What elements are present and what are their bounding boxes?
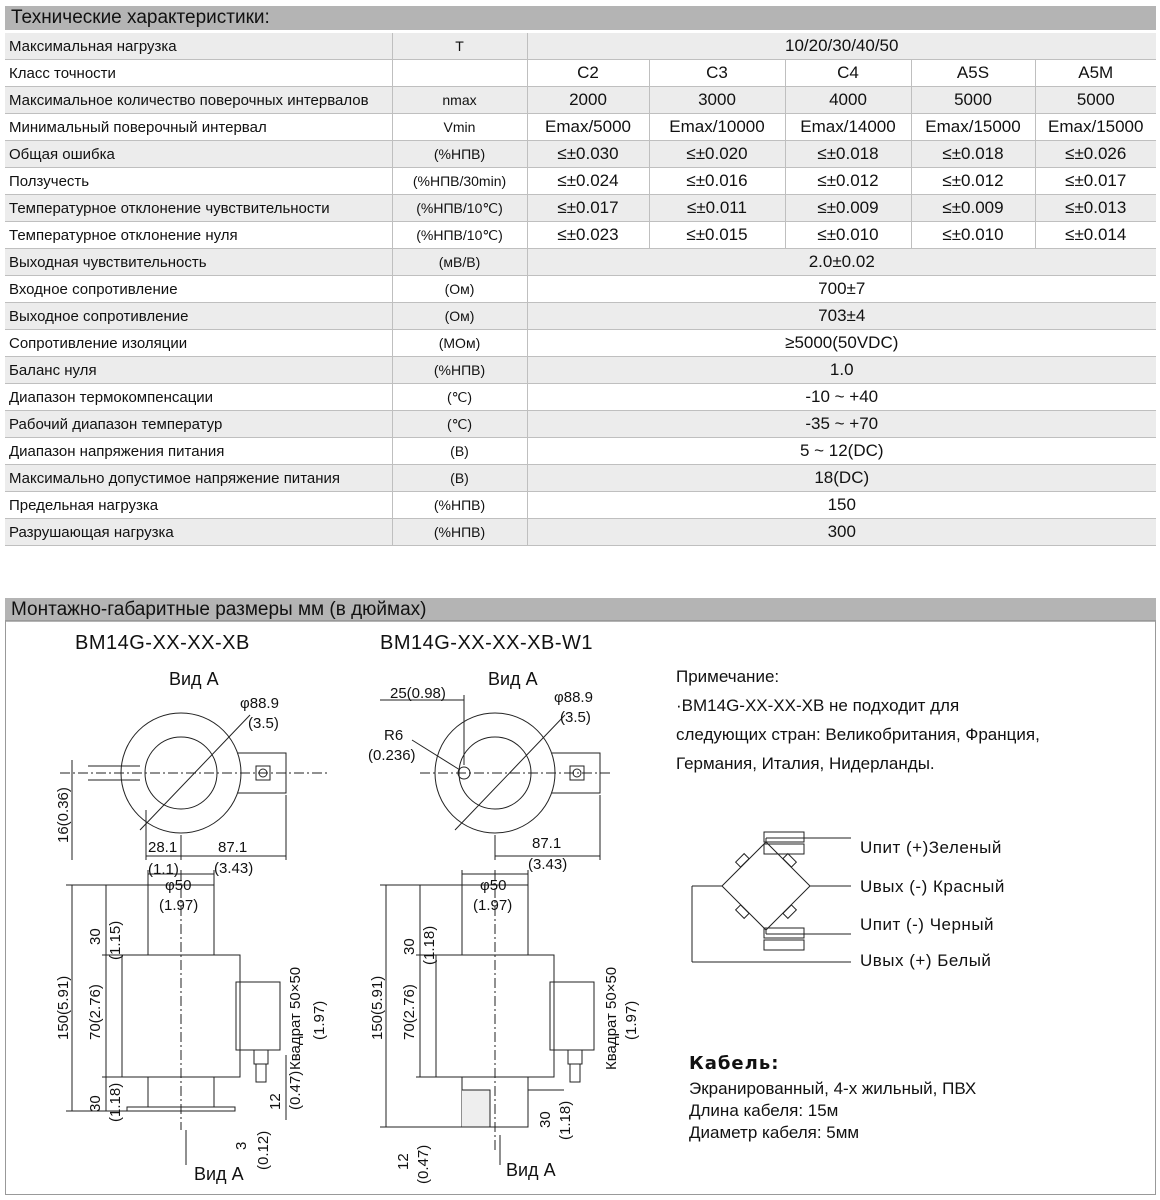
row-unit: (В) — [392, 438, 527, 465]
dim-h30-b-2: 30 — [537, 1111, 554, 1128]
dim-h30: 30 — [87, 928, 104, 945]
wiring-diagram — [686, 820, 856, 970]
specs-table — [5, 33, 1156, 546]
note-title: Примечание: — [676, 667, 780, 686]
view-a-bottom-label-2: Вид А — [506, 1160, 556, 1180]
dim-87: 87.1 — [218, 839, 248, 856]
table-row — [5, 195, 1156, 222]
row-name: Минимальный поверочный интервал — [5, 114, 392, 141]
row-unit: (мВ/В) — [392, 249, 527, 276]
row-value: ≤±0.009 — [911, 195, 1035, 222]
row-value: ≤±0.014 — [1035, 222, 1156, 249]
wire-label-green: Uпит (+)Зеленый — [860, 838, 1002, 857]
row-value: 10/20/30/40/50 — [527, 33, 1156, 60]
dim-d50: φ50 — [165, 877, 192, 894]
row-value: ≤±0.030 — [527, 141, 649, 168]
table-row — [5, 114, 1156, 141]
cable-line: Длина кабеля: 15м — [689, 1101, 839, 1120]
wire-label-black: Uпит (-) Черный — [860, 915, 995, 934]
row-value: ≤±0.009 — [785, 195, 911, 222]
dim-r6-in: (0.236) — [368, 747, 416, 764]
table-row — [5, 303, 1156, 330]
dim-d88-2: φ88.9 — [554, 689, 593, 706]
row-value: 150 — [527, 492, 1156, 519]
row-name: Предельная нагрузка — [5, 492, 392, 519]
row-value: ≤±0.018 — [911, 141, 1035, 168]
row-name: Сопротивление изоляции — [5, 330, 392, 357]
table-row — [5, 33, 1156, 60]
dim-d88-in: (3.5) — [248, 715, 279, 732]
row-value: 5000 — [1035, 87, 1156, 114]
table-row — [5, 87, 1156, 114]
note-line: следующих стран: Великобритания, Франция, — [676, 725, 1040, 744]
row-value: 2000 — [527, 87, 649, 114]
drawing-2-labels — [340, 660, 670, 1190]
row-value: 703±4 — [527, 303, 1156, 330]
row-value: Emax/14000 — [785, 114, 911, 141]
dim-h12-2: 12 — [395, 1153, 412, 1170]
dim-h70: 70(2.76) — [87, 984, 104, 1040]
note-line: ·BM14G-XX-XX-XB не подходит для — [676, 696, 960, 715]
row-name: Температурное отклонение чувствительности — [5, 195, 392, 222]
model-2-title: BM14G-XX-XX-XB-W1 — [380, 632, 593, 654]
row-name: Максимально допустимое напряжение питания — [5, 465, 392, 492]
wire-label-white: Uвых (+) Белый — [860, 951, 992, 970]
row-name: Разрушающая нагрузка — [5, 519, 392, 546]
row-unit — [392, 60, 527, 87]
row-unit: Т — [392, 33, 527, 60]
dim-h12-in-2: (0.47) — [415, 1144, 432, 1184]
row-name: Баланс нуля — [5, 357, 392, 384]
row-value: ≤±0.010 — [785, 222, 911, 249]
row-unit: (%НПВ) — [392, 141, 527, 168]
row-value: ≤±0.017 — [527, 195, 649, 222]
dim-h30-b-in-2: (1.18) — [557, 1100, 574, 1140]
dim-87-in-2: (3.43) — [528, 856, 568, 873]
row-value: 700±7 — [527, 276, 1156, 303]
row-value: ≤±0.020 — [649, 141, 785, 168]
row-unit: (%НПВ/30min) — [392, 168, 527, 195]
dim-sq-12: 12 — [267, 1093, 284, 1110]
row-unit: Vmin — [392, 114, 527, 141]
specs-section-title: Технические характеристики: — [5, 6, 1156, 30]
row-name: Температурное отклонение нуля — [5, 222, 392, 249]
row-unit: (%НПВ/10℃) — [392, 222, 527, 249]
dimensions-section-title: Монтажно-габаритные размеры мм (в дюймах) — [5, 598, 1156, 622]
dim-h30-in: (1.15) — [107, 920, 124, 960]
table-row — [5, 276, 1156, 303]
cable-line: Экранированный, 4-х жильный, ПВХ — [689, 1079, 977, 1098]
row-name: Диапазон термокомпенсации — [5, 384, 392, 411]
row-name: Выходное сопротивление — [5, 303, 392, 330]
row-value: 300 — [527, 519, 1156, 546]
row-value: 3000 — [649, 87, 785, 114]
cable-title: Кабель: — [689, 1053, 780, 1074]
table-row — [5, 60, 1156, 87]
model-1-title: BM14G-XX-XX-XB — [75, 632, 250, 654]
row-name: Рабочий диапазон температур — [5, 411, 392, 438]
row-value: ≤±0.024 — [527, 168, 649, 195]
dim-d88: φ88.9 — [240, 695, 279, 712]
row-value: ≤±0.010 — [911, 222, 1035, 249]
dim-d88-in-2: (3.5) — [560, 709, 591, 726]
dim-h3-in: (0.12) — [255, 1130, 272, 1170]
row-name: Диапазон напряжения питания — [5, 438, 392, 465]
wire-label-red: Uвых (-) Красный — [860, 877, 1005, 896]
dim-16: 16(0.36) — [55, 787, 72, 843]
row-unit: (℃) — [392, 384, 527, 411]
dim-d50-in-2: (1.97) — [473, 897, 513, 914]
view-a-label: Вид A — [169, 669, 219, 689]
row-value: Emax/15000 — [1035, 114, 1156, 141]
row-unit: (%НПВ) — [392, 492, 527, 519]
view-a-label-2: Вид A — [488, 669, 538, 689]
row-value: ≤±0.015 — [649, 222, 785, 249]
dim-sq-12-in: (0.47) — [287, 1070, 304, 1110]
table-row — [5, 492, 1156, 519]
table-row — [5, 222, 1156, 249]
dim-28-in: (1.1) — [148, 861, 179, 878]
dim-d50-2: φ50 — [480, 877, 507, 894]
row-value: ≤±0.016 — [649, 168, 785, 195]
row-value: ≤±0.011 — [649, 195, 785, 222]
row-unit: (В) — [392, 465, 527, 492]
row-value: C2 — [527, 60, 649, 87]
note-line: Германия, Италия, Нидерланды. — [676, 754, 935, 773]
row-value: ≤±0.023 — [527, 222, 649, 249]
dim-h30-2: 30 — [401, 938, 418, 955]
row-name: Максимальная нагрузка — [5, 33, 392, 60]
dim-87-2: 87.1 — [532, 835, 562, 852]
row-value: 5000 — [911, 87, 1035, 114]
dim-h150: 150(5.91) — [55, 975, 72, 1040]
row-unit: (%НПВ/10℃) — [392, 195, 527, 222]
note-block — [676, 662, 1040, 778]
row-unit: (℃) — [392, 411, 527, 438]
row-value: ≤±0.012 — [911, 168, 1035, 195]
row-value: 1.0 — [527, 357, 1156, 384]
row-value: 18(DC) — [527, 465, 1156, 492]
table-row — [5, 384, 1156, 411]
dim-square-in: (1.97) — [311, 1000, 328, 1040]
cable-block — [689, 1078, 976, 1144]
dim-square-2: Квадрат 50×50 — [603, 966, 620, 1070]
table-row — [5, 519, 1156, 546]
drawing-1-labels — [0, 660, 340, 1190]
row-unit: (Ом) — [392, 303, 527, 330]
row-unit: nmax — [392, 87, 527, 114]
view-a-bottom-label: Вид А — [194, 1164, 244, 1184]
table-row — [5, 465, 1156, 492]
table-row — [5, 330, 1156, 357]
row-name: Общая ошибка — [5, 141, 392, 168]
table-row — [5, 411, 1156, 438]
table-row — [5, 357, 1156, 384]
table-row — [5, 141, 1156, 168]
row-value: -10 ~ +40 — [527, 384, 1156, 411]
row-unit: (Ом) — [392, 276, 527, 303]
cable-line: Диаметр кабеля: 5мм — [689, 1123, 860, 1142]
dim-h30-b-in: (1.18) — [107, 1082, 124, 1122]
row-value: ≤±0.026 — [1035, 141, 1156, 168]
row-name: Класс точности — [5, 60, 392, 87]
row-value: C3 — [649, 60, 785, 87]
dim-h30-b: 30 — [87, 1095, 104, 1112]
row-unit: (%НПВ) — [392, 519, 527, 546]
row-value: 4000 — [785, 87, 911, 114]
row-name: Ползучесть — [5, 168, 392, 195]
row-value: A5M — [1035, 60, 1156, 87]
table-row — [5, 249, 1156, 276]
dim-h30-in-2: (1.18) — [421, 925, 438, 965]
row-name: Входное сопротивление — [5, 276, 392, 303]
row-value: Emax/10000 — [649, 114, 785, 141]
row-unit: (МОм) — [392, 330, 527, 357]
row-value: A5S — [911, 60, 1035, 87]
row-unit: (%НПВ) — [392, 357, 527, 384]
dim-square-in-2: (1.97) — [623, 1000, 640, 1040]
row-value: Emax/5000 — [527, 114, 649, 141]
dim-h3: 3 — [233, 1141, 250, 1150]
dim-25: 25(0.98) — [390, 685, 446, 702]
row-value: -35 ~ +70 — [527, 411, 1156, 438]
row-value: ≤±0.012 — [785, 168, 911, 195]
dim-28: 28.1 — [148, 839, 178, 856]
dim-87-in: (3.43) — [214, 860, 254, 877]
dim-d50-in: (1.97) — [159, 897, 199, 914]
row-value: 5 ~ 12(DC) — [527, 438, 1156, 465]
row-value: C4 — [785, 60, 911, 87]
table-row — [5, 168, 1156, 195]
dim-h150-2: 150(5.91) — [369, 975, 386, 1040]
row-value: Emax/15000 — [911, 114, 1035, 141]
row-value: ≥5000(50VDC) — [527, 330, 1156, 357]
row-name: Выходная чувствительность — [5, 249, 392, 276]
dim-h70-2: 70(2.76) — [401, 984, 418, 1040]
row-value: ≤±0.017 — [1035, 168, 1156, 195]
row-name: Максимальное количество поверочных интервалов — [5, 87, 392, 114]
table-row — [5, 438, 1156, 465]
row-value: ≤±0.018 — [785, 141, 911, 168]
dim-square: Квадрат 50×50 — [287, 966, 304, 1070]
row-value: 2.0±0.02 — [527, 249, 1156, 276]
row-value: ≤±0.013 — [1035, 195, 1156, 222]
dim-r6: R6 — [384, 727, 404, 744]
